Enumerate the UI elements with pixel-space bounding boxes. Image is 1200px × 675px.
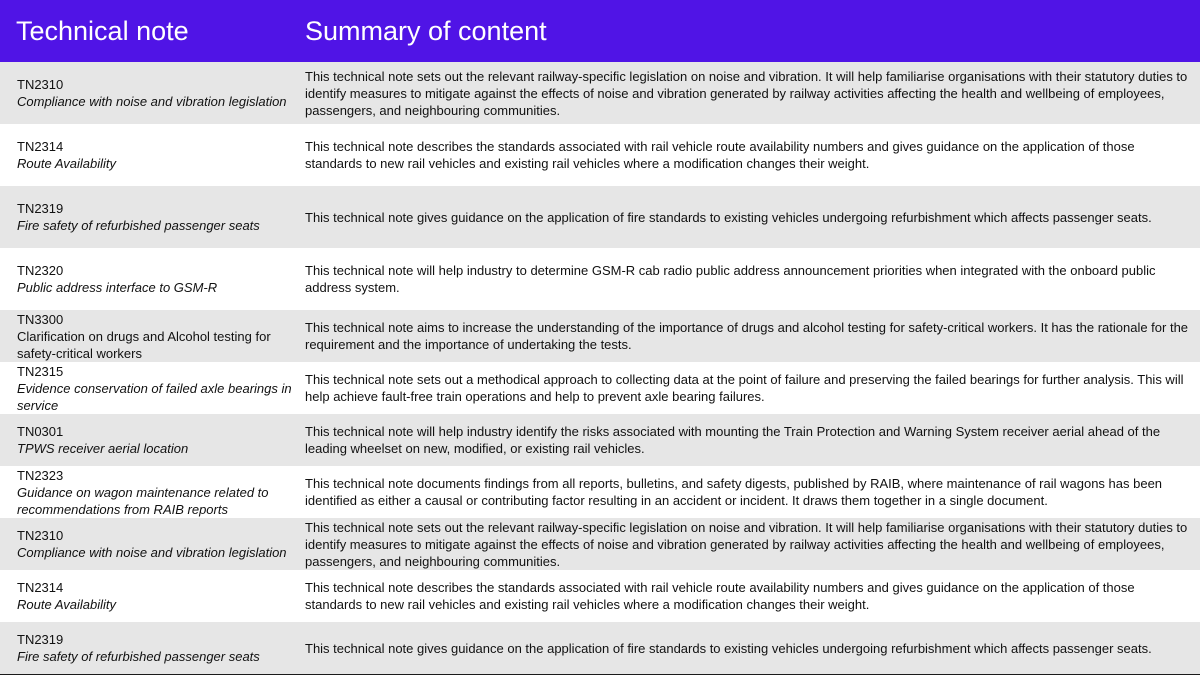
table-row (0, 124, 1200, 186)
table-row (0, 622, 1200, 674)
summary-cell: This technical note documents findings from all reports, bulletins, and safety digests, published by RAIB, where maintenance of rail wagons has been identified as either a causal or contributing factor resulting in an accident or incident. It draws them together in a single document. (305, 476, 1163, 508)
table-header (0, 0, 1200, 62)
table-row (0, 248, 1200, 310)
note-code: TN2314 (17, 139, 64, 154)
table-row (0, 186, 1200, 248)
note-code: TN2315 (17, 363, 64, 379)
table-row (0, 62, 1200, 124)
summary-cell: This technical note gives guidance on the application of fire standards to existing vehicles undergoing refurbishment which affects passenger seats. (305, 209, 1152, 225)
note-code: TN2323 (17, 467, 64, 483)
technical-note-cell (0, 423, 305, 457)
summary-cell: This technical note describes the standards associated with rail vehicle route availability numbers and gives guidance on the application of those standards to new rail vehicles and existing rail vehicles where a modification changes their weight. (305, 580, 1135, 612)
table-body (0, 62, 1200, 674)
summary-cell: This technical note sets out the relevant railway-specific legislation on noise and vibration. It will help familiarise organisations with their statutory duties to identify measures to mitigate against the effects of noise and vibration generated by railway activities affecting the health and wellbeing of employees, passengers, and neighbouring communities. (305, 519, 1188, 569)
table-row (0, 310, 1200, 362)
technical-note-cell (0, 579, 305, 613)
header-summary-of-content: Summary of content (305, 15, 547, 46)
note-title: Fire safety of refurbished passenger seats (17, 649, 260, 664)
note-title: TPWS receiver aerial location (17, 441, 189, 456)
summary-cell: This technical note will help industry to determine GSM-R cab radio public address announcement priorities when integrated with the onboard public address system. (305, 263, 1156, 295)
technical-note-cell (0, 363, 305, 414)
note-code: TN2310 (17, 77, 64, 92)
summary-cell: This technical note will help industry identify the risks associated with mounting the Train Protection and Warning System receiver aerial ahead of the leading wheelset on new, modified, or existing rail vehicles. (305, 424, 1161, 456)
table-row (0, 570, 1200, 622)
summary-cell: This technical note gives guidance on the application of fire standards to existing vehicles undergoing refurbishment which affects passenger seats. (305, 640, 1152, 656)
technical-note-cell (0, 311, 305, 362)
table-row (0, 518, 1200, 570)
technical-note-cell (0, 467, 305, 518)
note-title: Clarification on drugs and Alcohol testing for safety-critical workers (17, 328, 271, 361)
table-row (0, 362, 1200, 414)
note-code: TN0301 (17, 424, 64, 439)
summary-cell: This technical note sets out the relevant railway-specific legislation on noise and vibration. It will help familiarise organisations with their statutory duties to identify measures to mitigate against the effects of noise and vibration generated by railway activities affecting the health and wellbeing of employees, passengers, and neighbouring communities. (305, 68, 1188, 118)
technical-note-cell (0, 262, 305, 296)
note-title: Route Availability (17, 597, 116, 612)
summary-cell: This technical note sets out a methodical approach to collecting data at the point of failure and preserving the failed bearings for further analysis. This will help achieve fault-free train operations and help to prevent axle bearing failures. (305, 372, 1184, 404)
note-title: Compliance with noise and vibration legislation (17, 545, 287, 560)
note-code: TN2314 (17, 580, 64, 595)
technical-note-cell (0, 76, 305, 110)
note-title: Evidence conservation of failed axle bearings in service (17, 380, 292, 413)
note-title: Fire safety of refurbished passenger seats (17, 218, 260, 233)
technical-note-cell (0, 138, 305, 172)
table-row (0, 414, 1200, 466)
summary-cell: This technical note describes the standards associated with rail vehicle route availability numbers and gives guidance on the application of those standards to new rail vehicles and existing rail vehicles where a modification changes their weight. (305, 139, 1135, 171)
technical-note-cell (0, 527, 305, 561)
note-code: TN2319 (17, 632, 64, 647)
technical-note-cell (0, 631, 305, 665)
note-code: TN2319 (17, 201, 64, 216)
header-technical-note: Technical note (16, 15, 189, 46)
table-row (0, 466, 1200, 518)
note-title: Compliance with noise and vibration legislation (17, 94, 287, 109)
note-title: Route Availability (17, 156, 116, 171)
note-code: TN2320 (17, 263, 64, 278)
summary-cell: This technical note aims to increase the understanding of the importance of drugs and alcohol testing for safety-critical workers. It has the rationale for the requirement and the importance of undertaking the tests. (305, 320, 1189, 352)
technical-note-cell (0, 200, 305, 234)
note-title: Guidance on wagon maintenance related to recommendations from RAIB reports (17, 484, 269, 517)
note-code: TN2310 (17, 528, 64, 543)
note-title: Public address interface to GSM-R (17, 280, 218, 295)
note-code: TN3300 (17, 311, 64, 327)
